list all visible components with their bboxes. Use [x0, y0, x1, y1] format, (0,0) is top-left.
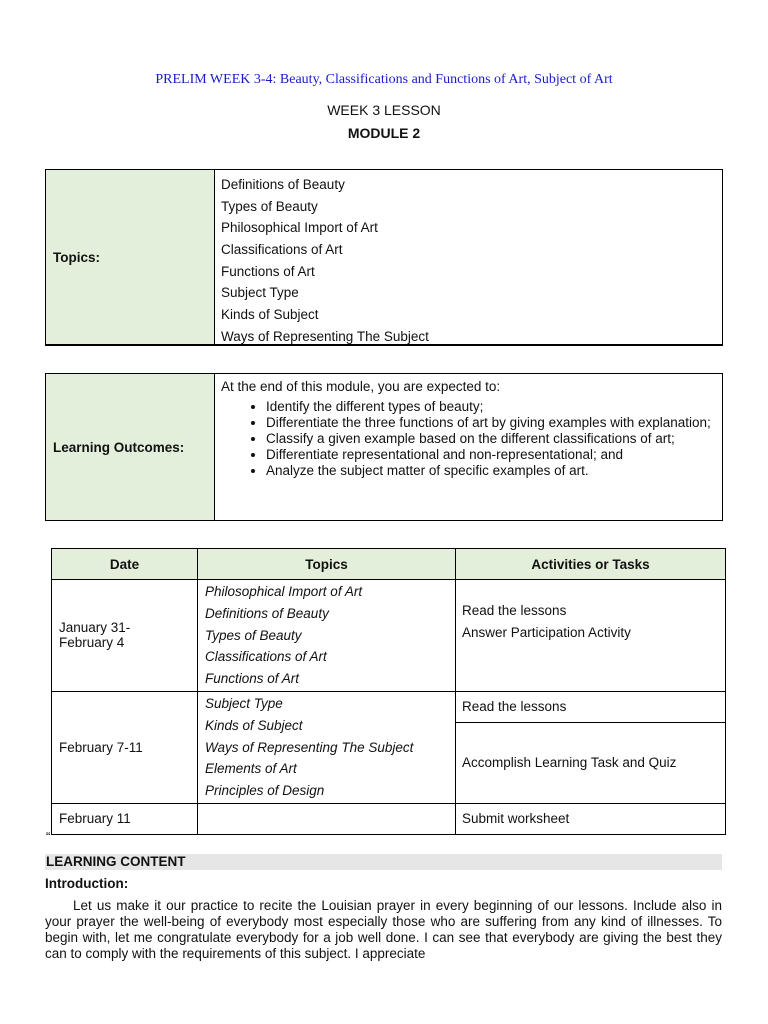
outcome-item: • Identify the different types of beauty; — [266, 399, 716, 415]
topics-box — [45, 169, 723, 346]
topic-item: Ways of Representing The Subject — [221, 328, 429, 344]
week-label: WEEK 3 LESSON — [327, 102, 441, 118]
topic-item: Kinds of Subject — [221, 307, 319, 323]
outcome-item: • Differentiate representational and non-representational; and — [266, 447, 716, 463]
tasks-cell — [456, 580, 726, 692]
topic-entry: Philosophical Import of Art — [205, 584, 363, 599]
outcomes-list — [221, 399, 716, 479]
topic-item: Subject Type — [221, 285, 299, 301]
outcome-item: • Differentiate the three functions of art by giving examples with explanation; — [266, 415, 716, 431]
introduction-paragraph: Let us make it our practice to recite the Louisian prayer in every beginning of our lessons. Include also in your prayer the well-being of everybody most especially those who are suffering from any kind of illnesses. To begin with, let me congratulate everybody for a job well done. I can see that everybody are giving the best they can to comply with the requirements of this subject. I appreciate — [45, 898, 722, 961]
topics-cell — [198, 803, 456, 834]
table-row — [52, 691, 726, 722]
topic-entry: Ways of Representing The Subject — [205, 739, 414, 755]
schedule-table — [51, 548, 726, 835]
table-row — [52, 580, 726, 692]
prelim-title: PRELIM WEEK 3-4: Beauty, Classifications and Functions of Art, Subject of Art — [155, 72, 613, 87]
topic-entry: Types of Beauty — [205, 627, 302, 643]
task-entry: Read the lessons — [456, 691, 726, 722]
task-entry: Read the lessons — [462, 603, 567, 618]
date-cell: February 7-11 — [52, 691, 198, 803]
topics-label: Topics: — [46, 170, 215, 344]
module-label: MODULE 2 — [347, 125, 421, 141]
header-date: Date — [52, 549, 198, 580]
topics-cell — [198, 580, 456, 692]
date-cell: February 11 — [52, 803, 198, 834]
topics-cell — [198, 691, 456, 803]
outcomes-intro: At the end of this module, you are expected to: — [221, 379, 501, 394]
topics-list — [215, 170, 722, 344]
topic-item: Functions of Art — [221, 263, 315, 279]
outcome-item: • Classify a given example based on the different classifications of art; — [266, 431, 716, 447]
topic-entry: Elements of Art — [205, 761, 297, 777]
header-activities: Activities or Tasks — [456, 549, 726, 580]
task-entry: Answer Participation Activity — [462, 625, 631, 640]
header-topics: Topics — [198, 549, 456, 580]
learning-outcomes-label: Learning Outcomes: — [46, 374, 215, 520]
topic-entry: Kinds of Subject — [205, 717, 303, 733]
table-row — [52, 803, 726, 834]
quote-mark: “ — [46, 829, 51, 844]
task-entry: Submit worksheet — [456, 803, 726, 834]
introduction-label: Introduction: — [45, 876, 129, 891]
topic-item: Philosophical Import of Art — [221, 220, 378, 236]
topic-entry: Subject Type — [205, 695, 283, 711]
learning-content-heading: LEARNING CONTENT — [45, 854, 722, 870]
topic-item: Types of Beauty — [221, 198, 318, 214]
topic-item: Classifications of Art — [221, 242, 343, 258]
topic-item: Definitions of Beauty — [221, 177, 345, 192]
date-cell: January 31- February 4 — [52, 580, 198, 692]
topic-entry: Functions of Art — [205, 671, 300, 687]
topic-entry: Classifications of Art — [205, 649, 327, 665]
outcome-item: • Analyze the subject matter of specific examples of art. — [266, 463, 716, 479]
topic-entry: Definitions of Beauty — [205, 605, 329, 621]
learning-outcomes-box — [45, 373, 723, 521]
schedule-header-row — [52, 549, 726, 580]
topic-entry: Principles of Design — [205, 783, 325, 799]
task-entry: Accomplish Learning Task and Quiz — [456, 722, 726, 803]
